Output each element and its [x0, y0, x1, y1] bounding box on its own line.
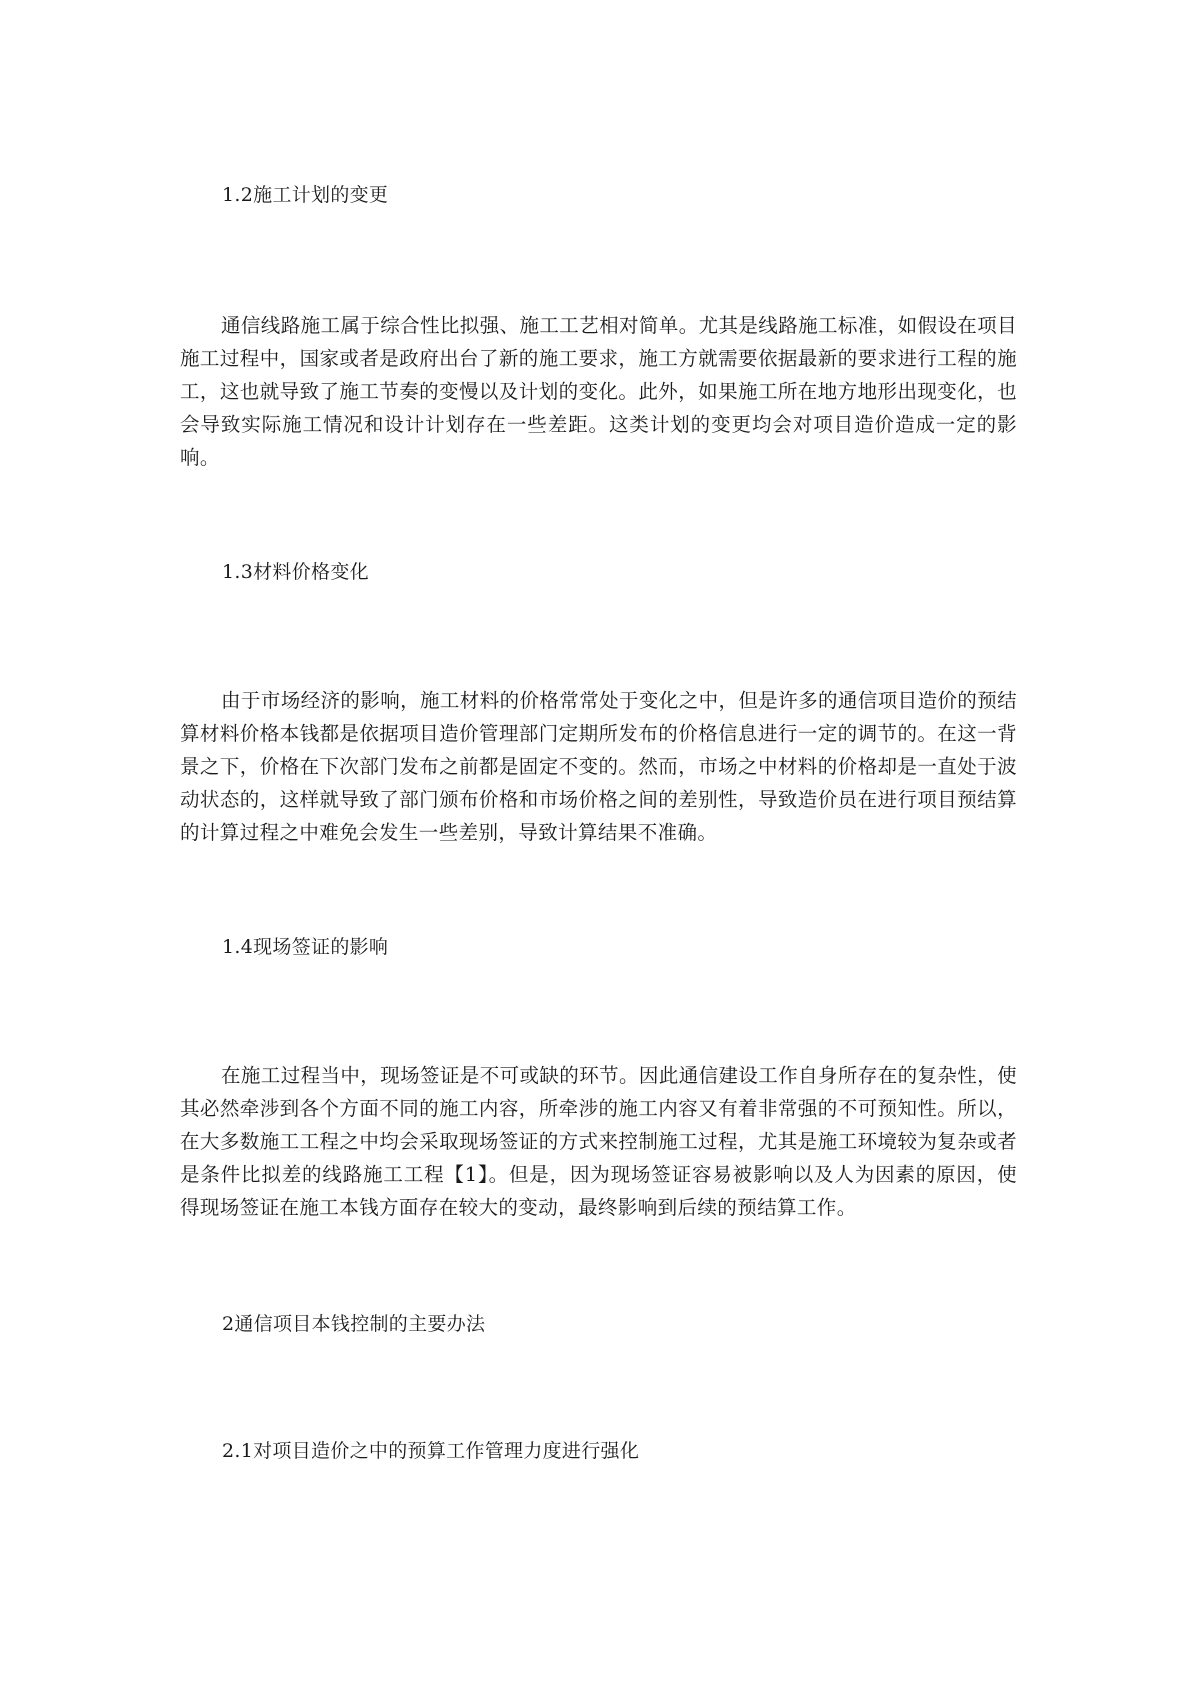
heading-2: 2通信项目本钱控制的主要办法	[222, 1313, 486, 1335]
paragraph-1-3: 由于市场经济的影响，施工材料的价格常常处于变化之中，但是许多的通信项目造价的预结算材料价格本钱都是依据项目造价管理部门定期所发布的价格信息进行一定的调节的。在这一背景之下，价格在下次部门发布之前都是固定不变的。然而，市场之中材料的价格却是一直处于波动状态的，这样就导致了部门颁布价格和市场价格之间的差别性，导致造价员在进行项目预结算的计算过程之中难免会发生一些差别，导致计算结果不准确。	[180, 689, 1018, 844]
heading-2-1: 2.1对项目造价之中的预算工作管理力度进行强化	[222, 1440, 640, 1462]
heading-1-3: 1.3材料价格变化	[222, 561, 369, 583]
paragraph-1-4: 在施工过程当中，现场签证是不可或缺的环节。因此通信建设工作自身所存在的复杂性，使其必然牵涉到各个方面不同的施工内容，所牵涉的施工内容又有着非常强的不可预知性。所以，在大多数施工工程之中均会采取现场签证的方式来控制施工过程，尤其是施工环境较为复杂或者是条件比拟差的线路施工工程【1】。但是，因为现场签证容易被影响以及人为因素的原因，使得现场签证在施工本钱方面存在较大的变动，最终影响到后续的预结算工作。	[180, 1064, 1018, 1219]
heading-1-2: 1.2施工计划的变更	[222, 184, 389, 206]
paragraph-1-2: 通信线路施工属于综合性比拟强、施工工艺相对简单。尤其是线路施工标准，如假设在项目施工过程中，国家或者是政府出台了新的施工要求，施工方就需要依据最新的要求进行工程的施工，这也就导致了施工节奏的变慢以及计划的变化。此外，如果施工所在地方地形出现变化，也会导致实际施工情况和设计计划存在一些差距。这类计划的变更均会对项目造价造成一定的影响。	[180, 314, 1018, 469]
heading-1-4: 1.4现场签证的影响	[222, 936, 389, 958]
